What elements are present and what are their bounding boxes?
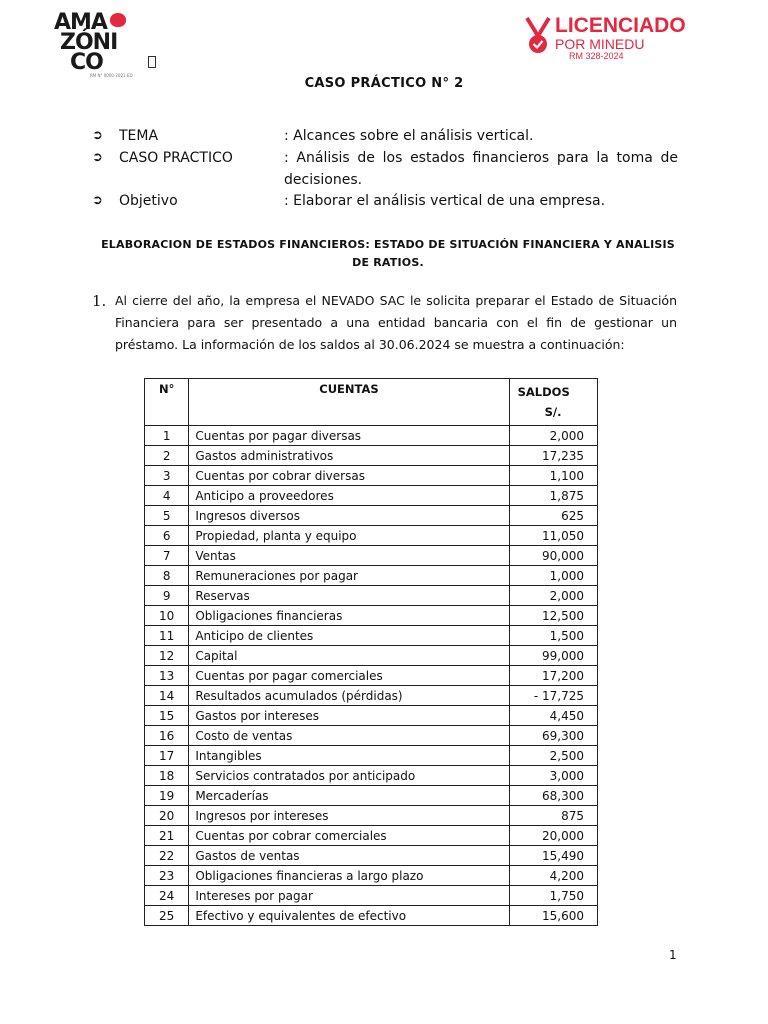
account-name: Resultados acumulados (pérdidas) bbox=[189, 686, 509, 706]
table-row bbox=[145, 726, 598, 746]
info-value: : Análisis de los estados financieros para la toma de decisiones. bbox=[284, 150, 678, 188]
table-row bbox=[145, 566, 598, 586]
row-number: 1 bbox=[145, 426, 189, 446]
account-name: Obligaciones financieras a largo plazo bbox=[189, 866, 509, 886]
account-name: Ventas bbox=[189, 546, 509, 566]
table-row bbox=[145, 826, 598, 846]
license-seal-icon bbox=[525, 16, 551, 56]
table-row bbox=[145, 746, 598, 766]
account-name: Efectivo y equivalentes de efectivo bbox=[189, 906, 509, 926]
account-name: Cuentas por pagar comerciales bbox=[189, 666, 509, 686]
row-number: 21 bbox=[145, 826, 189, 846]
arrow-bullet-icon: ➲ bbox=[92, 193, 103, 208]
table-row bbox=[145, 586, 598, 606]
account-name: Reservas bbox=[189, 586, 509, 606]
row-number: 23 bbox=[145, 866, 189, 886]
balance-value: 625 bbox=[509, 506, 597, 526]
balance-value: 12,500 bbox=[509, 606, 597, 626]
logo-left-line3: CO bbox=[70, 50, 103, 75]
row-number: 18 bbox=[145, 766, 189, 786]
row-number: 15 bbox=[145, 706, 189, 726]
table-row bbox=[145, 766, 598, 786]
arrow-bullet-icon: ➲ bbox=[92, 128, 103, 143]
row-number: 7 bbox=[145, 546, 189, 566]
balance-value: 875 bbox=[509, 806, 597, 826]
table-row bbox=[145, 666, 598, 686]
logo-right-line1: LICENCIADO bbox=[555, 14, 686, 37]
logo-heart-icon bbox=[110, 13, 126, 27]
account-name: Ingresos por intereses bbox=[189, 806, 509, 826]
balance-value: 1,000 bbox=[509, 566, 597, 586]
col-header-balance-line2: S/. bbox=[544, 405, 562, 419]
account-name: Gastos por intereses bbox=[189, 706, 509, 726]
balance-value: 11,050 bbox=[509, 526, 597, 546]
account-name: Capital bbox=[189, 646, 509, 666]
balance-value: 4,450 bbox=[509, 706, 597, 726]
row-number: 14 bbox=[145, 686, 189, 706]
account-name: Servicios contratados por anticipado bbox=[189, 766, 509, 786]
balance-value: 17,200 bbox=[509, 666, 597, 686]
row-number: 17 bbox=[145, 746, 189, 766]
row-number: 10 bbox=[145, 606, 189, 626]
row-number: 16 bbox=[145, 726, 189, 746]
account-name: Obligaciones financieras bbox=[189, 606, 509, 626]
account-name: Cuentas por cobrar diversas bbox=[189, 466, 509, 486]
balance-value: 2,000 bbox=[509, 586, 597, 606]
account-name: Intangibles bbox=[189, 746, 509, 766]
arrow-bullet-icon: ➲ bbox=[92, 150, 103, 165]
table-row bbox=[145, 606, 598, 626]
row-number: 24 bbox=[145, 886, 189, 906]
balance-value: 2,000 bbox=[509, 426, 597, 446]
table-row bbox=[145, 506, 598, 526]
account-name: Gastos de ventas bbox=[189, 846, 509, 866]
exercise-number: 1. bbox=[92, 292, 107, 310]
table-row bbox=[145, 886, 598, 906]
document-title: CASO PRÁCTICO N° 2 bbox=[304, 76, 464, 91]
table-row bbox=[145, 426, 598, 446]
table-row bbox=[145, 706, 598, 726]
row-number: 9 bbox=[145, 586, 189, 606]
info-label: CASO PRACTICO bbox=[119, 150, 233, 166]
table-row bbox=[145, 646, 598, 666]
table-row bbox=[145, 806, 598, 826]
balance-value: - 17,725 bbox=[509, 686, 597, 706]
logo-left-line2: ZÓNI bbox=[60, 30, 118, 55]
table-row bbox=[145, 526, 598, 546]
info-label: Objetivo bbox=[119, 193, 178, 209]
balance-value: 15,490 bbox=[509, 846, 597, 866]
col-header-account: CUENTAS bbox=[189, 379, 509, 426]
col-header-num: N° bbox=[145, 379, 189, 426]
table-row bbox=[145, 866, 598, 886]
balances-table bbox=[144, 378, 598, 926]
logo-right-line3: RM 328-2024 bbox=[569, 51, 624, 61]
table-row bbox=[145, 626, 598, 646]
logo-right-line2: POR MINEDU bbox=[555, 36, 645, 52]
row-number: 20 bbox=[145, 806, 189, 826]
balance-value: 99,000 bbox=[509, 646, 597, 666]
row-number: 2 bbox=[145, 446, 189, 466]
balance-value: 4,200 bbox=[509, 866, 597, 886]
logo-badge-icon bbox=[148, 56, 156, 68]
account-name: Propiedad, planta y equipo bbox=[189, 526, 509, 546]
info-label: TEMA bbox=[119, 128, 159, 144]
balance-value: 1,100 bbox=[509, 466, 597, 486]
col-header-balance bbox=[509, 379, 597, 426]
table-row bbox=[145, 546, 598, 566]
table-body bbox=[145, 426, 598, 926]
balance-value: 69,300 bbox=[509, 726, 597, 746]
row-number: 22 bbox=[145, 846, 189, 866]
info-value: : Elaborar el análisis vertical de una empresa. bbox=[284, 193, 606, 209]
row-number: 6 bbox=[145, 526, 189, 546]
balance-value: 90,000 bbox=[509, 546, 597, 566]
table-row bbox=[145, 786, 598, 806]
balance-value: 2,500 bbox=[509, 746, 597, 766]
info-value: : Alcances sobre el análisis vertical. bbox=[284, 128, 534, 144]
minedu-license-logo bbox=[525, 14, 686, 62]
section-heading: ELABORACION DE ESTADOS FINANCIEROS: ESTADO DE SITUACIÓN FINANCIERA Y ANALISIS DE RATIOS. bbox=[101, 238, 675, 269]
balance-value: 1,750 bbox=[509, 886, 597, 906]
account-name: Anticipo de clientes bbox=[189, 626, 509, 646]
account-name: Cuentas por pagar diversas bbox=[189, 426, 509, 446]
row-number: 4 bbox=[145, 486, 189, 506]
balance-value: 1,875 bbox=[509, 486, 597, 506]
col-header-balance-line1: SALDOS bbox=[517, 385, 570, 399]
table-row bbox=[145, 446, 598, 466]
account-name: Intereses por pagar bbox=[189, 886, 509, 906]
row-number: 12 bbox=[145, 646, 189, 666]
balance-value: 3,000 bbox=[509, 766, 597, 786]
amazonico-logo bbox=[52, 10, 162, 76]
account-name: Anticipo a proveedores bbox=[189, 486, 509, 506]
table-header-row bbox=[145, 379, 598, 426]
logo-left-caption: RM N° 0000-2021-ED bbox=[90, 73, 133, 78]
row-number: 3 bbox=[145, 466, 189, 486]
table-row bbox=[145, 906, 598, 926]
account-name: Gastos administrativos bbox=[189, 446, 509, 466]
account-name: Costo de ventas bbox=[189, 726, 509, 746]
row-number: 11 bbox=[145, 626, 189, 646]
balance-value: 20,000 bbox=[509, 826, 597, 846]
table-row bbox=[145, 486, 598, 506]
exercise-text: Al cierre del año, la empresa el NEVADO SAC le solicita preparar el Estado de Situación Financiera para ser presentado a una entidad bancaria con el fin de gestionar un préstamo. La información de los saldos al 30.06.2024 se muestra a continuación: bbox=[115, 293, 677, 352]
balance-value: 15,600 bbox=[509, 906, 597, 926]
account-name: Remuneraciones por pagar bbox=[189, 566, 509, 586]
table-row bbox=[145, 686, 598, 706]
balance-value: 17,235 bbox=[509, 446, 597, 466]
row-number: 5 bbox=[145, 506, 189, 526]
account-name: Ingresos diversos bbox=[189, 506, 509, 526]
table-row bbox=[145, 466, 598, 486]
balance-value: 1,500 bbox=[509, 626, 597, 646]
row-number: 19 bbox=[145, 786, 189, 806]
balance-value: 68,300 bbox=[509, 786, 597, 806]
account-name: Mercaderías bbox=[189, 786, 509, 806]
page-number: 1 bbox=[669, 948, 677, 962]
row-number: 13 bbox=[145, 666, 189, 686]
logo-left-line1: AMA bbox=[54, 10, 107, 35]
table-row bbox=[145, 846, 598, 866]
row-number: 25 bbox=[145, 906, 189, 926]
row-number: 8 bbox=[145, 566, 189, 586]
account-name: Cuentas por cobrar comerciales bbox=[189, 826, 509, 846]
